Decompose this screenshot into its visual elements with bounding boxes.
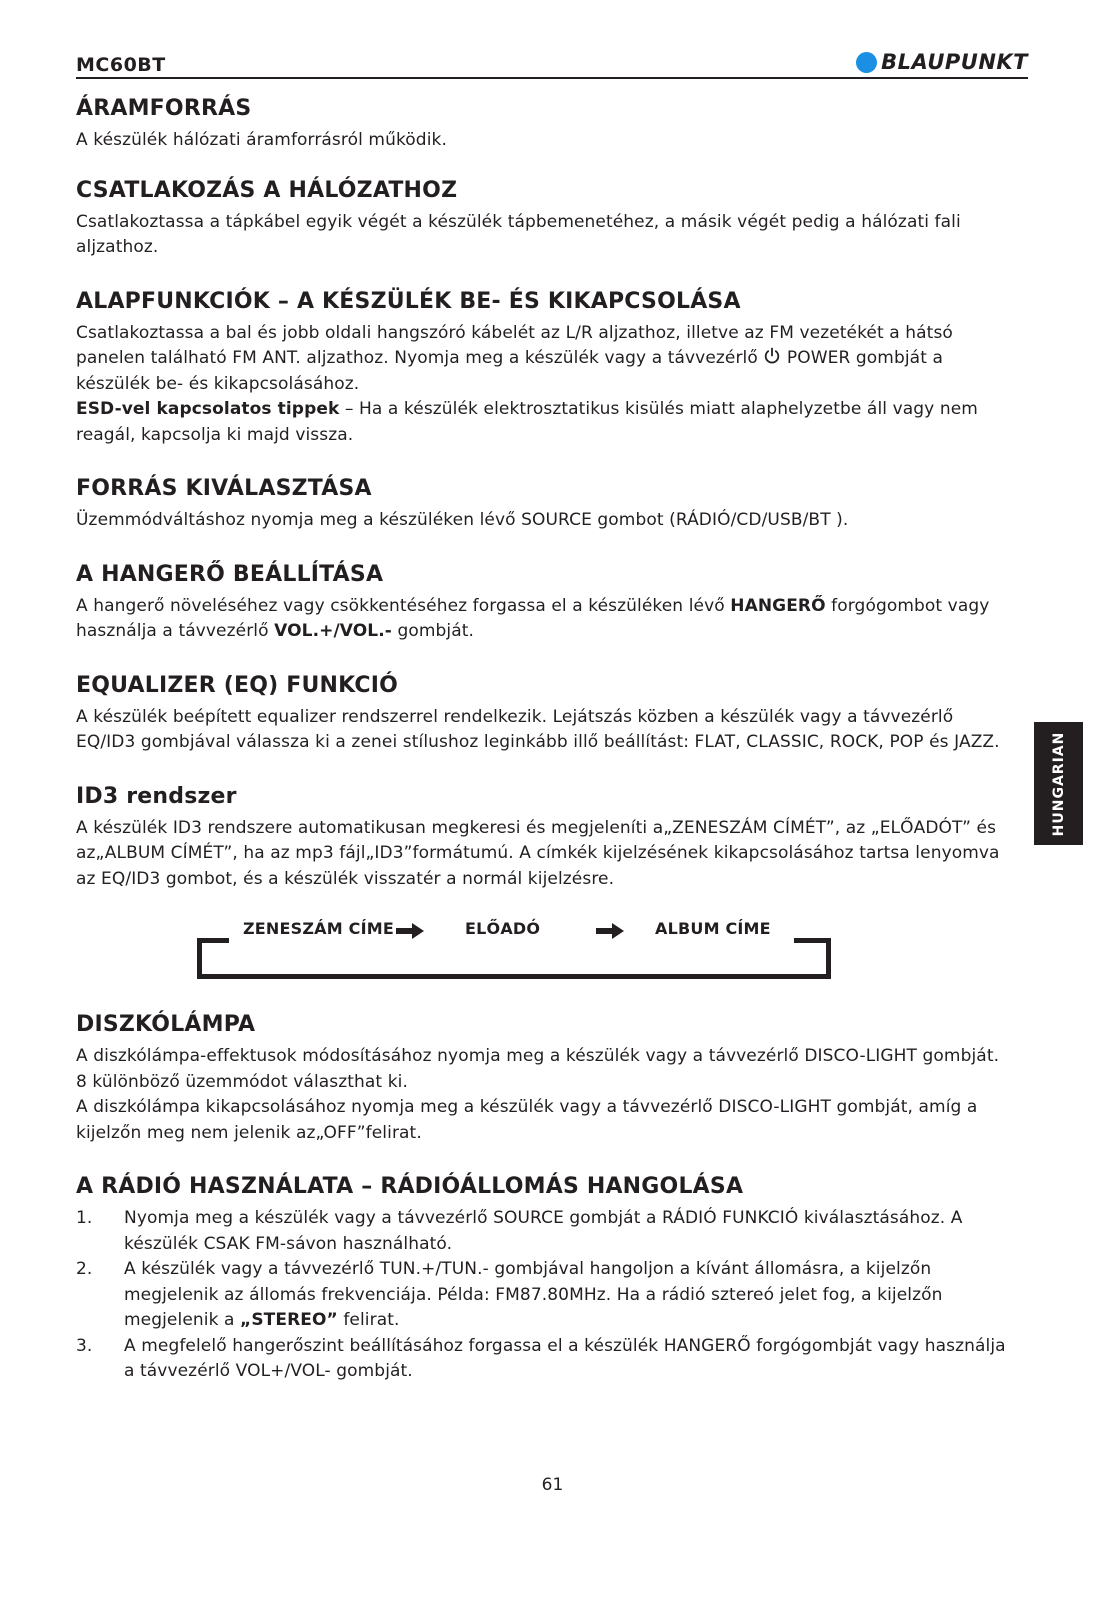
list-item-text: Nyomja meg a készülék vagy a távvezérlő SOURCE gombját a RÁDIÓ FUNKCIÓ kiválasztásához. A készülék CSAK FM-sávon használható. (124, 1208, 963, 1254)
section-text: A diszkólámpa kikapcsolásához nyomja meg a készülék vagy a távvezérlő DISCO-LIGHT gombját, amíg a kijelzőn meg nem jelenik az„OFF”felirat. (76, 1097, 978, 1143)
flow-loop-tab-right (794, 938, 826, 943)
list-item-number: 3. (76, 1335, 93, 1356)
section-basic-functions (76, 287, 1011, 449)
section-id3 (76, 782, 1011, 989)
section-text (76, 321, 1011, 398)
id3-flow-diagram (76, 908, 1011, 988)
section-title: ID3 rendszer (76, 783, 237, 809)
section-text: A készülék ID3 rendszere automatikusan megkeresi és megjeleníti a„ZENESZÁM CÍMÉT”, az „ELŐADÓT” és az„ALBUM CÍMÉT”, ha az mp3 fájl„ID3”formátumú. A címkék kijelzésének kikapcsolásához tartsa lenyomva az EQ/ID3 gombot, és a készülék visszatér a normál kijelzésre. (76, 817, 1000, 889)
vol-buttons-label: VOL.+/VOL.- (274, 621, 392, 641)
section-text: A készülék beépített equalizer rendszerrel rendelkezik. Lejátszás közben a készülék vagy a távvezérlő EQ/ID3 gombjával válassza ki a zenei stílushoz leginkább illő beállítást: FLAT, CLASSIC, ROCK, POP és JAZZ. (76, 706, 1000, 752)
brand-dot-icon (856, 52, 877, 73)
section-title: A RÁDIÓ HASZNÁLATA – RÁDIÓÁLLOMÁS HANGOLÁSA (76, 1174, 744, 1199)
volume-text-b: forgógombot vagy használja a távvezérlő (76, 595, 990, 641)
brand-logo (856, 50, 1028, 74)
header-divider (76, 77, 1028, 79)
section-title: ALAPFUNKCIÓK – A KÉSZÜLÉK BE- ÉS KIKAPCSOLÁSA (76, 288, 741, 314)
list-item (76, 1257, 1011, 1334)
manual-content (76, 94, 1011, 1385)
arrow-right-icon (595, 921, 625, 941)
flow-step-artist: ELŐADÓ (465, 919, 541, 938)
volume-text-c: gombját. (391, 621, 474, 641)
list-item-text: A megfelelő hangerőszint beállításához forgassa el a készülék HANGERŐ forgógombját vagy használja a távvezérlő VOL+/VOL- gombját. (124, 1335, 1006, 1381)
section-equalizer (76, 671, 1011, 756)
section-source (76, 474, 1011, 534)
list-item-tail: felirat. (337, 1310, 400, 1330)
power-text-a: Csatlakoztassa a bal és jobb oldali hangszóró kábelét az L/R aljzathoz, illetve az FM vezetékét a hátsó panelen található FM ANT. aljzathoz. Nyomja meg a készülék vagy a távvezérlő (76, 322, 953, 368)
section-text (76, 594, 1011, 645)
esd-tip-text: – Ha a készülék elektrosztatikus kisülés miatt alaphelyzetbe áll vagy nem reagál, kapcsolja ki majd vissza. (76, 399, 978, 445)
section-title: ÁRAMFORRÁS (76, 96, 252, 121)
language-tab-label: HUNGARIAN (1050, 731, 1067, 836)
esd-tip-label: ESD-vel kapcsolatos tippek (76, 399, 340, 419)
section-disco-light (76, 1010, 1011, 1146)
list-item-number: 1. (76, 1208, 93, 1228)
esd-tip (76, 397, 1011, 448)
volume-knob-label: HANGERŐ (730, 595, 826, 616)
arrow-right-icon (395, 921, 425, 941)
section-power-source (76, 94, 1011, 154)
section-title: FORRÁS KIVÁLASZTÁSA (76, 476, 372, 501)
flow-loop-frame (197, 938, 831, 979)
section-text: A készülék hálózati áramforrásról működik. (76, 130, 447, 150)
page-number: 61 (541, 1475, 564, 1495)
section-mains (76, 176, 1011, 261)
section-title: CSATLAKOZÁS A HÁLÓZATHOZ (76, 177, 458, 203)
list-item-text: A készülék vagy a távvezérlő TUN.+/TUN.- gombjával hangoljon a kívánt állomásra, a kijelzőn megjelenik az állomás frekvenciája. Példa: FM87.80MHz. Ha a rádió sztereó jelet fog, a kijelzőn megjelenik a (124, 1259, 943, 1330)
power-icon (763, 347, 781, 365)
section-volume (76, 560, 1011, 645)
language-tab (1034, 722, 1083, 845)
section-text: Csatlakoztassa a tápkábel egyik végét a készülék tápbemenetéhez, a másik végét pedig a hálózati fali aljzathoz. (76, 211, 961, 257)
model-name: MC60BT (76, 54, 166, 76)
stereo-label: „STEREO” (240, 1310, 338, 1330)
flow-step-track-title: ZENESZÁM CÍME (243, 919, 394, 938)
section-title: A HANGERŐ BEÁLLÍTÁSA (76, 561, 384, 587)
section-radio (76, 1172, 1011, 1385)
radio-steps-list (76, 1206, 1011, 1385)
list-item-number: 2. (76, 1259, 93, 1279)
list-item (76, 1334, 1011, 1385)
brand-name: BLAUPUNKT (881, 50, 1028, 74)
list-item (76, 1206, 1011, 1257)
volume-text-a: A hangerő növeléséhez vagy csökkentéséhez forgassa el a készüléken lévő (76, 595, 731, 616)
section-title: DISZKÓLÁMPA (76, 1012, 256, 1037)
flow-loop-tab-left (197, 938, 229, 943)
section-title: EQUALIZER (EQ) FUNKCIÓ (76, 672, 399, 698)
section-text: Üzemmódváltáshoz nyomja meg a készüléken lévő SOURCE gombot (RÁDIÓ/CD/USB/BT ). (76, 510, 849, 530)
flow-step-album-title: ALBUM CÍME (655, 919, 771, 938)
section-text: A diszkólámpa-effektusok módosításához nyomja meg a készülék vagy a távvezérlő DISCO-LIGHT gombját. 8 különböző üzemmódot választhat ki. (76, 1046, 1000, 1092)
power-text-b: POWER gombját a készülék be- és kikapcsolásához. (76, 348, 943, 394)
